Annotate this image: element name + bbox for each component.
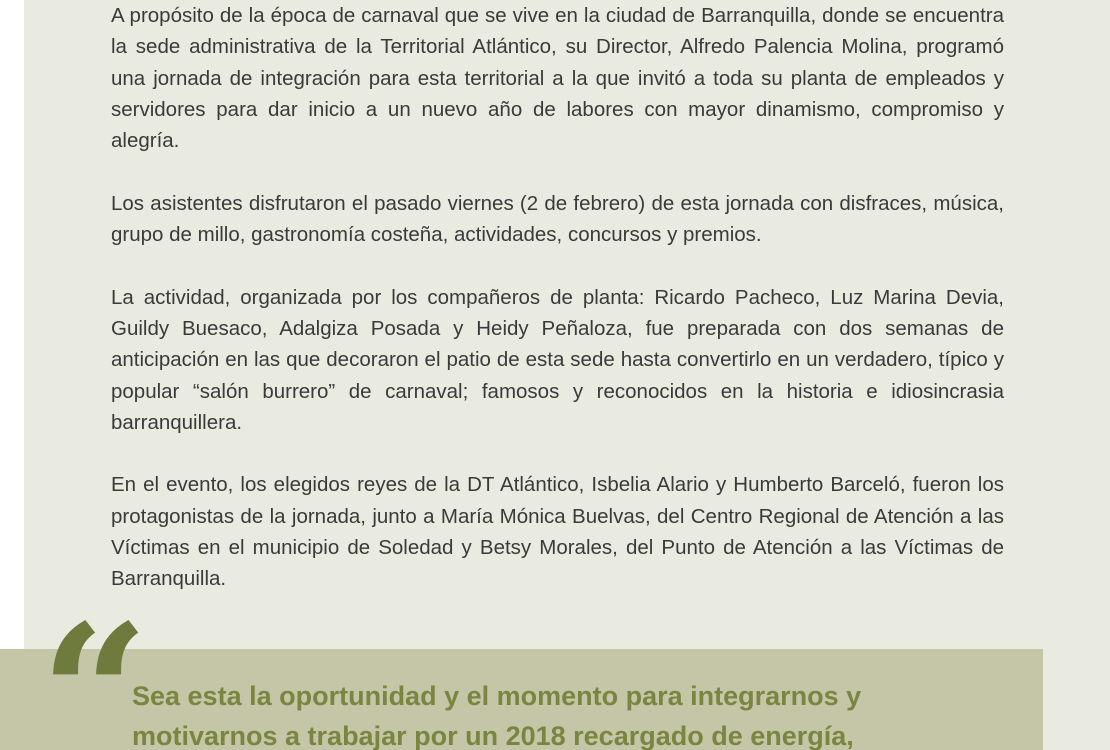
pull-quote-line-2: motivarnos a trabajar por un 2018 recargado de energía,	[132, 721, 854, 750]
paragraph-evento: En el evento, los elegidos reyes de la DT Atlántico, Isbelia Alario y Humberto Barceló, fueron los protagonistas de la jornada, junto a María Mónica Buelvas, del Centro Regional de Atención a las Víctimas en el municipio de Soledad y Betsy Morales, del Punto de Atención a las Víctimas de Barranquilla.	[111, 473, 1004, 591]
paragraph-organizacion: La actividad, organizada por los compañeros de planta: Ricardo Pacheco, Luz Marina Devia, Guildy Buesaco, Adalgiza Posada y Heidy Peñaloza, fue preparada con dos semanas de anticipación en las que decoraron el patio de esta sede hasta convertirlo en un verdadero, típico y popular “salón burrero” de carnaval; famosos y reconocidos en la historia e idiosincrasia barranquillera.	[111, 285, 1004, 434]
pull-quote	[132, 676, 1032, 750]
paragraph-asistentes: Los asistentes disfrutaron el pasado viernes (2 de febrero) de esta jornada con disfraces, música, grupo de millo, gastronomía costeña, actividades, concursos y premios.	[111, 191, 1004, 247]
article-body	[111, 0, 1004, 626]
paragraph-carnaval-intro: A propósito de la época de carnaval que se vive en la ciudad de Barranquilla, donde se encuentra la sede administrativa de la Territorial Atlántico, su Director, Alfredo Palencia Molina, programó una jornada de integración para esta territorial a la que invitó a toda su planta de empleados y servidores para dar inicio a un nuevo año de labores con mayor dinamismo, compromiso y alegría.	[111, 4, 1004, 153]
pull-quote-line-1: Sea esta la oportunidad y el momento para integrarnos y	[132, 681, 862, 711]
quote-mark-icon: “	[40, 583, 144, 750]
